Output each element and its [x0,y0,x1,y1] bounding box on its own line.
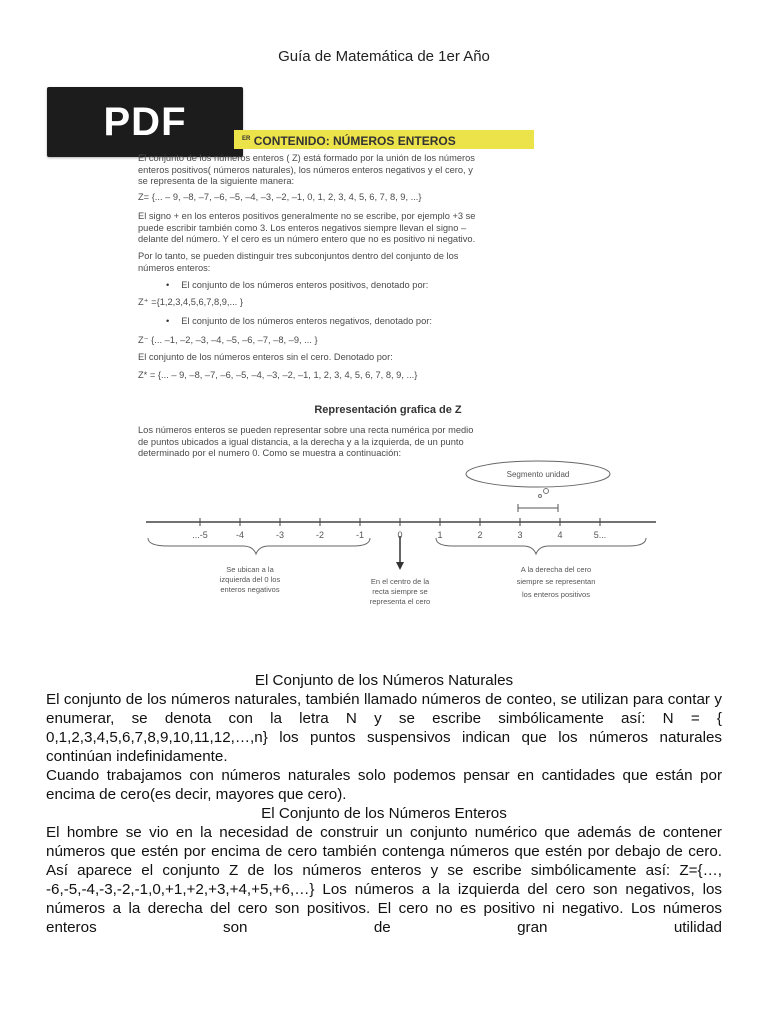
number-line-svg [138,460,658,620]
number-line-tick-label: -1 [355,530,365,540]
scan-line: Los números enteros se pueden representar sobre una recta numérica por medio [138,425,474,435]
right-note-line: A la derecha del cero [520,565,592,574]
number-line-tick-label: 5... [593,530,607,540]
scan-set-zstar [138,370,638,382]
number-line-figure [138,460,658,620]
scan-line: Z⁻ {... –1, –2, –3, –4, –5, –6, –7, –8, –9, ... } [138,335,318,345]
number-line-tick-label: 0 [397,530,403,540]
cloud-bubble [539,495,542,498]
scan-line: El conjunto de los números enteros ( Z) está formado por la unión de los números [138,153,475,163]
scan-paragraph-2 [138,211,638,246]
pdf-badge[interactable]: PDF [47,87,243,157]
right-brace [436,538,646,554]
scan-line: Por lo tanto, se pueden distinguir tres subconjuntos dentro del conjunto de los [138,251,459,261]
left-brace [148,538,370,554]
number-line-tick-label: -4 [235,530,245,540]
left-note-line: Se ubican a la [226,565,274,574]
scan-line: Z* = {... – 9, –8, –7, –6, –5, –4, –3, –2, –1, 1, 2, 3, 4, 5, 6, 7, 8, 9, ...} [138,370,418,380]
zero-arrowhead [396,562,404,570]
scan-line: números enteros: [138,262,211,273]
scan-line: de puntos ubicados a igual distancia, a la derecha y a la izquierda, de un punto [138,436,464,447]
scan-line: enteros positivos( números naturales), los números enteros negativos y el cero, y [138,164,473,175]
cloud-bubble [544,489,549,494]
scan-rep-title: Representación grafica de Z [314,404,462,416]
left-note-line: izquierda del 0 los [219,575,281,584]
scan-bullet-2 [138,316,638,328]
paragraph-enteros: El hombre se vio en la necesidad de construir un conjunto numérico que además de contener números que estén por encima de cero también contenga números que estén por debajo de cero. Así aparece el conjunto Z de los números enteros y se escribe simbólicamente así: Z={…, -6,-5,-4,-3,-2,-1,0,+1,+2,+3,+4,+5,+6,…} Los números a la izquierda del cero son negativos, los números a la derecha del cero son positivos. El cero no es positivo ni negativo. Los números enteros son de gran utilidad [46,824,722,936]
scan-set-zminus [138,335,638,347]
center-note-line: recta siempre se [372,587,428,596]
number-line-tick-label: 2 [477,530,483,540]
scan-heading-text: CONTENIDO: NÚMEROS ENTEROS [253,134,456,148]
scan-paragraph-1 [138,153,638,188]
scan-line: • El conjunto de los números enteros positivos, denotado por: [138,280,638,292]
document-title: Guía de Matemática de 1er Año [278,48,490,65]
scan-line: se representa de la siguiente manera: [138,176,295,186]
document-body [46,671,722,937]
scan-line: puede escribir también como 3. Los enteros negativos siempre llevan el signo – [138,222,467,233]
scan-rep-paragraph [138,425,638,460]
section-heading-enteros: El Conjunto de los Números Enteros [261,805,507,822]
left-note-line: enteros negativos [220,585,280,594]
paragraph-naturales-1: El conjunto de los números naturales, también llamado números de conteo, se utilizan para contar y enumerar, se denota con la letra N y se escribe simbólicamente así: N = { 0,1,2,3,4,5,6,7,8,9,10,11,12,…,n} los puntos suspensivos indican que los números naturales continúan indefinidamente. [46,691,722,765]
scan-line: delante del número. Y el cero es un número entero que no es positivo ni negativo. [138,234,476,244]
number-line-tick-label: -2 [315,530,325,540]
number-line-tick-label: 1 [437,530,443,540]
scan-line: determinado por el numero 0. Como se muestra a continuación: [138,448,402,458]
scan-line: • El conjunto de los números enteros negativos, denotado por: [138,316,638,328]
scan-heading-sup: ER [242,136,251,142]
scan-heading [234,130,534,149]
scan-line: El conjunto de los números enteros sin el cero. Denotado por: [138,352,393,362]
paragraph-naturales-2: Cuando trabajamos con números naturales solo podemos pensar en cantidades que están por encima de cero(es decir, mayores que cero). [46,767,722,803]
scan-bullet-1 [138,280,638,292]
number-line-tick-label: ...-5 [192,530,208,540]
scan-line: El signo + en los enteros positivos generalmente no se escribe, por ejemplo +3 se [138,211,476,221]
center-note-line: representa el cero [369,597,431,606]
scan-line: Z⁺ ={1,2,3,4,5,6,7,8,9,... } [138,297,243,307]
scan-line: Z= {... – 9, –8, –7, –6, –5, –4, –3, –2, –1, 0, 1, 2, 3, 4, 5, 6, 7, 8, 9, ...} [138,192,422,202]
number-line-tick-label: 3 [517,530,523,540]
right-note-line: los enteros positivos [522,590,590,599]
scan-paragraph-3 [138,251,638,274]
scan-set-z [138,192,638,204]
scan-paragraph-4 [138,352,638,364]
scan-set-zplus [138,297,638,309]
cloud-label: Segmento unidad [506,470,570,479]
number-line-tick-label: 4 [557,530,563,540]
right-note-line: siempre se representan [516,577,596,586]
section-heading-naturales: El Conjunto de los Números Naturales [254,672,514,689]
number-line-tick-label: -3 [275,530,285,540]
center-note-line: En el centro de la [370,577,430,586]
